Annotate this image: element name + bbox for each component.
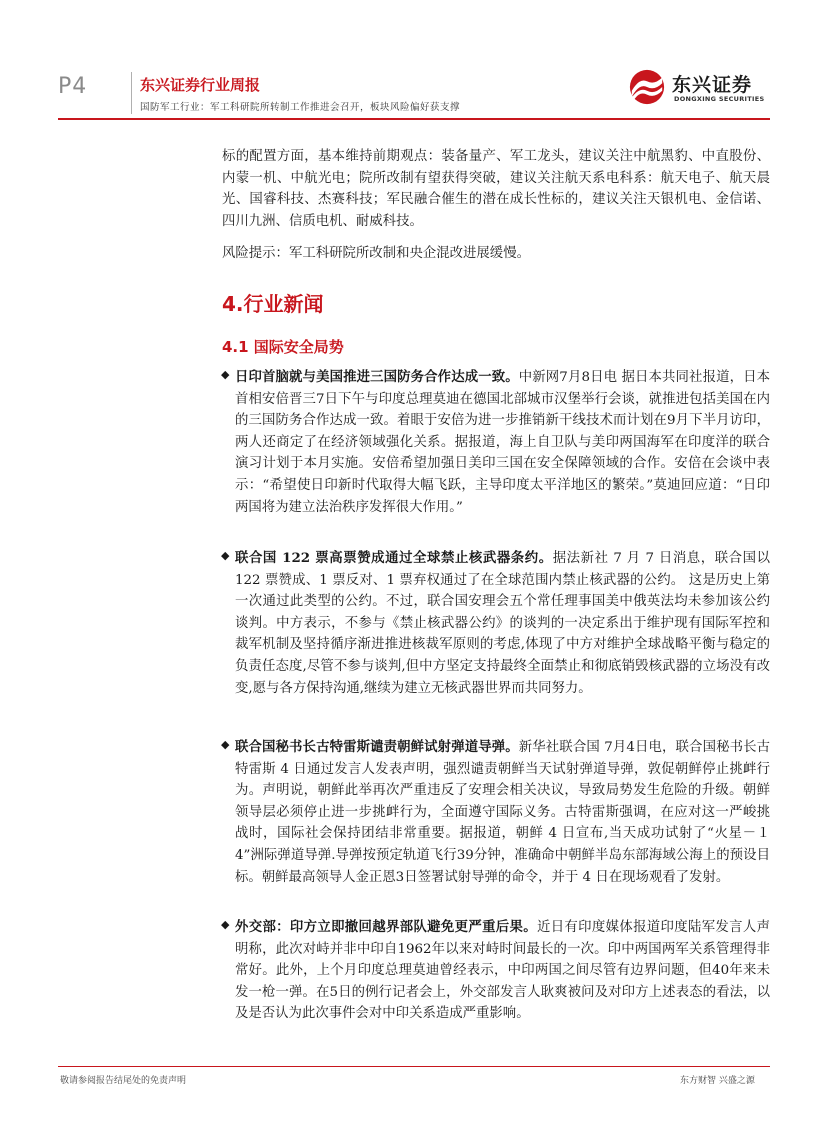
intro-section	[222, 146, 770, 265]
subsection-heading: 4.1 国际安全局势	[222, 338, 344, 356]
company-logo	[628, 66, 768, 112]
news-item	[222, 548, 770, 699]
logo-name: 东兴证券	[672, 74, 753, 96]
diamond-bullet-icon: ◆	[221, 918, 230, 931]
news-body: 近日有印度媒体报道印度陆军发言人声明称，此次对峙并非中印自1962年以来对峙时间最长的一次。印中两国两军关系管理得非常好。此外，上个月印度总理莫迪曾经表示，中印两国之间尽管有边界问题，但40年来未发一枪一弹。在5日的例行记者会上，外交部发言人耿爽被问及对印方上述表态的看法，以及是否认为此次事件会对中印关系造成严重影响。	[235, 920, 770, 1022]
news-body: 中新网7月8日电 据日本共同社报道，日本首相安倍晋三7日下午与印度总理莫迪在德国北部城市汉堡举行会谈，就推进包括美国在内的三国防务合作达成一致。着眼于安倍为进一步推销新干线技术而计划在9月下半月访印，两人还商定了在经济领域强化关系。据报道，海上自卫队与美印两国海军在印度洋的联合演习计划于本月实施。安倍希望加强日美印三国在安全保障领域的合作。安倍在会谈中表示：“希望使日印新时代取得大幅飞跃，主导印度太平洋地区的繁荣。”莫迪回应道：“日印两国将为建立法治秩序发挥很大作用。”	[235, 370, 771, 515]
report-subtitle: 国防军工行业：军工科研院所转制工作推进会召开，板块风险偏好获支撑	[140, 102, 461, 113]
footer-slogan: 东方财智 兴盛之源	[680, 1076, 755, 1086]
footer-rule	[58, 1066, 770, 1067]
logo-english: DONGXING SECURITIES	[674, 95, 765, 103]
header-divider	[131, 72, 132, 114]
page-number: P4	[58, 74, 88, 99]
header-rule	[58, 118, 770, 120]
news-body: 新华社联合国 7月4日电，联合国秘书长古特雷斯 4 日通过发言人发表声明，强烈谴责朝鲜当天试射弹道导弹，敦促朝鲜停止挑衅行为。声明说，朝鲜此举再次严重违反了安理会相关决议，导致局势发生危险的升级。朝鲜领导层必须停止进一步挑衅行为，全面遵守国际义务。古特雷斯强调，在应对这一严峻挑战时，国际社会保持团结非常重要。据报道，朝鲜 4 日宣布,当天成功试射了“火星－１4”洲际弹道导弹.导弹按预定轨道飞行39分钟，准确命中朝鲜半岛东部海域公海上的预设目标。朝鲜最高领导人金正恩3日签署试射导弹的命令，并于 4 日在现场观看了发射。	[235, 740, 771, 885]
news-item	[222, 917, 770, 1025]
risk-note: 风险提示：军工科研院所改制和央企混改进展缓慢。	[222, 246, 530, 262]
page-header	[0, 0, 827, 122]
news-body: 据法新社 7 月 7 日消息，联合国以 122 票赞成、1 票反对、1 票弃权通过了在全球范围内禁止核武器的公约。 这是历史上第一次通过此类型的公约。不过，联合国安理会五个常任理事国美中俄英法均未参加该公约谈判。中方表示，不参与《禁止核武器公约》的谈判的一决定系出于维护现有国际军控和裁军机制及坚持循序渐进推进核裁军原则的考虑,体现了中方对维护全球战略平衡与稳定的负责任态度,尽管不参与谈判,但中方坚定支持最终全面禁止和彻底销毁核武器的立场没有改变,愿与各方保持沟通,继续为建立无核武器世界而共同努力。	[235, 551, 770, 696]
news-headline: 联合国 122 票高票赞成通过全球禁止核武器条约。	[235, 550, 553, 566]
diamond-bullet-icon: ◆	[221, 368, 230, 381]
intro-paragraph: 标的配置方面，基本维持前期观点：装备量产、军工龙头，建议关注中航黑豹、中直股份、内蒙一机、中航光电；院所改制有望获得突破，建议关注航天系电科系：航天电子、航天晨光、国睿科技、杰赛科技；军民融合催生的潜在成长性标的，建议关注天银机电、金信诺、四川九洲、信质电机、耐威科技。	[222, 149, 770, 229]
diamond-bullet-icon: ◆	[221, 549, 230, 562]
diamond-bullet-icon: ◆	[221, 738, 230, 751]
news-item	[222, 367, 770, 518]
news-headline: 日印首脑就与美国推进三国防务合作达成一致。	[235, 369, 519, 385]
report-title: 东兴证券行业周报	[140, 76, 261, 94]
footer-disclaimer: 敬请参阅报告结尾处的免责声明	[60, 1076, 187, 1086]
logo-mark-icon	[628, 68, 666, 106]
section-heading: 4.行业新闻	[222, 292, 324, 316]
news-headline: 联合国秘书长古特雷斯谴责朝鲜试射弹道导弹。	[235, 739, 519, 755]
news-headline: 外交部：印方立即撤回越界部队避免更严重后果。	[235, 919, 537, 935]
news-item	[222, 737, 770, 888]
